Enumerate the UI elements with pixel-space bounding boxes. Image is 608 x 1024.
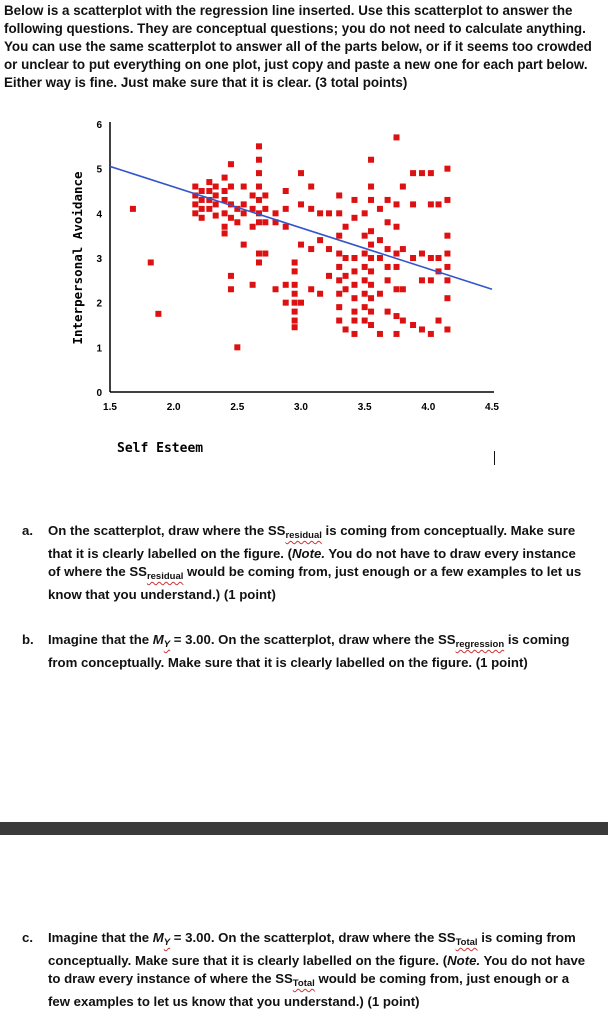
question-a — [22, 522, 588, 604]
text-segment: $SS_{Total}$ — [437, 930, 478, 948]
data-point — [377, 331, 383, 337]
text-segment: $M_Y$ — [152, 930, 171, 948]
data-point — [148, 259, 154, 265]
data-point — [262, 219, 268, 225]
y-tick-label: 4 — [96, 209, 102, 221]
data-point — [377, 255, 383, 261]
data-point — [326, 210, 332, 216]
text-segment: On the scatterplot, draw where the — [48, 523, 268, 538]
data-point — [283, 300, 289, 306]
subscript: residual — [285, 530, 322, 541]
data-point — [283, 282, 289, 288]
x-tick-label: 1.5 — [103, 402, 117, 413]
data-point — [336, 291, 342, 297]
data-point — [228, 273, 234, 279]
data-point — [256, 157, 262, 163]
data-point — [428, 331, 434, 337]
data-point — [256, 197, 262, 203]
data-point — [368, 242, 374, 248]
subscript: residual — [146, 571, 184, 582]
data-point — [343, 255, 349, 261]
x-axis-label: Self Esteem — [117, 441, 204, 456]
data-point — [336, 251, 342, 257]
question-label: c. — [22, 930, 33, 945]
data-point — [394, 251, 400, 257]
data-point — [362, 291, 368, 297]
data-point — [336, 304, 342, 310]
data-point — [283, 206, 289, 212]
data-point — [283, 224, 289, 230]
subscript: Y — [163, 639, 171, 650]
data-point — [394, 134, 400, 140]
question-text — [48, 522, 588, 604]
data-point — [292, 300, 298, 306]
data-point — [428, 277, 434, 283]
data-point — [394, 313, 400, 319]
data-point — [130, 206, 136, 212]
data-point — [428, 255, 434, 261]
data-point — [298, 242, 304, 248]
data-point — [213, 184, 219, 190]
data-point — [192, 184, 198, 190]
data-point — [444, 264, 450, 270]
text-segment: $SS_{residual}$ — [129, 564, 184, 582]
data-point — [292, 291, 298, 297]
x-tick-label: 4.5 — [485, 402, 499, 413]
text-segment: Note. — [292, 546, 325, 561]
data-point — [394, 201, 400, 207]
data-point — [351, 255, 357, 261]
data-point — [250, 282, 256, 288]
data-point — [351, 318, 357, 324]
data-point — [385, 197, 391, 203]
data-point — [292, 259, 298, 265]
data-point — [308, 246, 314, 252]
data-point — [228, 286, 234, 292]
text-segment: would be coming from, just enough or a few examples to let us know that you understand.) (1 point) — [48, 564, 582, 602]
data-point — [199, 215, 205, 221]
data-point — [419, 170, 425, 176]
data-point — [241, 184, 247, 190]
data-point — [336, 264, 342, 270]
data-point — [213, 192, 219, 198]
data-point — [400, 184, 406, 190]
data-point — [308, 206, 314, 212]
data-point — [336, 192, 342, 198]
page-divider-bar — [0, 822, 608, 835]
data-point — [213, 201, 219, 207]
x-tick-label: 3.0 — [294, 402, 308, 413]
data-point — [385, 277, 391, 283]
data-point — [368, 309, 374, 315]
data-point — [206, 206, 212, 212]
y-tick-label: 1 — [96, 343, 102, 355]
subscript: Total — [455, 937, 478, 948]
data-point — [317, 237, 323, 243]
data-point — [351, 282, 357, 288]
x-tick-label: 2.5 — [230, 402, 245, 413]
data-point — [444, 251, 450, 257]
question-b — [22, 631, 588, 672]
data-point — [250, 192, 256, 198]
data-point — [410, 255, 416, 261]
data-point — [292, 282, 298, 288]
data-point — [394, 286, 400, 292]
data-point — [206, 188, 212, 194]
question-label: b. — [22, 632, 34, 647]
text-segment: would be coming from, just enough or a few examples to let us know that you understand.) (1 point) — [48, 971, 570, 1009]
scatterplot — [60, 112, 510, 462]
data-point — [256, 143, 262, 149]
data-point — [336, 277, 342, 283]
text-segment: You do not have to draw every instance of where the — [48, 953, 586, 986]
data-point — [368, 255, 374, 261]
data-point — [362, 210, 368, 216]
data-point — [317, 291, 323, 297]
data-point — [436, 255, 442, 261]
data-point — [192, 210, 198, 216]
data-point — [199, 188, 205, 194]
data-point — [419, 277, 425, 283]
data-point — [234, 219, 240, 225]
data-point — [428, 170, 434, 176]
data-point — [400, 286, 406, 292]
data-point — [394, 224, 400, 230]
data-point — [273, 210, 279, 216]
question-text — [48, 929, 588, 1011]
data-point — [362, 304, 368, 310]
instructions-paragraph: Below is a scatterplot with the regression line inserted. Use this scatterplot to answer the following questions. They are conceptual questions; you do not need to calculate anything. You can use the same scatterplot to answer all of the parts below, or if it seems too crowded or unclear to put everything on one plot, just copy and paste a new one for each part below. Either way is fine. Just make sure that it is clear. (3 total points) — [4, 3, 592, 90]
text-segment: Imagine that the — [48, 930, 153, 945]
data-point — [222, 175, 228, 181]
text-segment: $M_Y$ — [152, 632, 171, 650]
data-point — [385, 264, 391, 270]
data-point — [308, 286, 314, 292]
x-tick-label: 2.0 — [166, 402, 181, 413]
text-segment: is coming from conceptually. Make sure that it is clearly labelled on the figure. ( — [48, 523, 576, 561]
data-point — [308, 184, 314, 190]
data-point — [394, 331, 400, 337]
data-point — [199, 206, 205, 212]
data-point — [298, 201, 304, 207]
data-point — [273, 286, 279, 292]
data-point — [292, 318, 298, 324]
data-point — [368, 322, 374, 328]
data-point — [336, 210, 342, 216]
data-point — [444, 197, 450, 203]
data-point — [362, 264, 368, 270]
y-axis-label: Interpersonal Avoidance — [70, 171, 85, 345]
subscript: Y — [163, 937, 171, 948]
data-point — [222, 210, 228, 216]
data-point — [292, 309, 298, 315]
data-point — [377, 237, 383, 243]
question-label: a. — [22, 523, 33, 538]
data-point — [228, 215, 234, 221]
data-point — [362, 277, 368, 283]
subscript: Total — [292, 978, 315, 989]
data-point — [351, 309, 357, 315]
data-point — [326, 246, 332, 252]
y-tick-label: 2 — [96, 298, 102, 310]
data-point — [444, 326, 450, 332]
data-point — [351, 295, 357, 301]
text-segment: $SS_{Total}$ — [275, 971, 315, 989]
data-point — [317, 210, 323, 216]
data-point — [228, 184, 234, 190]
data-point — [241, 201, 247, 207]
text-segment: is coming from conceptually. Make sure that it is clearly labelled on the figure. (1 point) — [48, 632, 570, 670]
data-point — [228, 161, 234, 167]
data-point — [368, 197, 374, 203]
data-point — [222, 224, 228, 230]
text-segment: Imagine that the — [48, 632, 153, 647]
data-point — [385, 309, 391, 315]
data-point — [362, 318, 368, 324]
data-point — [419, 251, 425, 257]
text-segment: $SS_{regression}$ — [437, 632, 505, 650]
data-point — [351, 215, 357, 221]
data-point — [262, 251, 268, 257]
data-point — [256, 219, 262, 225]
data-point — [436, 201, 442, 207]
data-point — [213, 213, 219, 219]
subscript: regression — [455, 639, 505, 650]
y-tick-label: 5 — [96, 164, 102, 176]
data-point — [377, 206, 383, 212]
data-point — [444, 277, 450, 283]
data-point — [351, 331, 357, 337]
regression-line — [110, 166, 492, 289]
data-point — [155, 311, 161, 317]
data-point — [343, 286, 349, 292]
data-point — [256, 259, 262, 265]
data-point — [241, 242, 247, 248]
data-point — [394, 264, 400, 270]
data-point — [326, 273, 332, 279]
data-point — [206, 179, 212, 185]
data-point — [199, 197, 205, 203]
data-point — [351, 197, 357, 203]
data-point — [385, 219, 391, 225]
data-point — [283, 188, 289, 194]
data-point — [368, 157, 374, 163]
text-segment: = 3.00. On the scatterplot, draw where the — [170, 632, 438, 647]
data-point — [292, 268, 298, 274]
text-segment: You do not have to draw every instance of where the — [48, 546, 576, 579]
data-point — [256, 251, 262, 257]
data-point — [436, 318, 442, 324]
data-point — [343, 224, 349, 230]
text-segment: $SS_{residual}$ — [267, 523, 322, 541]
data-point — [444, 295, 450, 301]
y-tick-label: 0 — [96, 388, 102, 399]
text-segment: Note. — [447, 953, 481, 968]
data-point — [250, 224, 256, 230]
data-point — [385, 246, 391, 252]
data-point — [343, 273, 349, 279]
data-point — [368, 268, 374, 274]
data-point — [444, 233, 450, 239]
data-point — [368, 228, 374, 234]
question-c — [22, 929, 588, 1011]
data-point — [400, 318, 406, 324]
y-tick-label: 3 — [96, 254, 102, 265]
text-segment: is coming from conceptually. Make sure that it is clearly labelled on the figure. ( — [48, 930, 576, 968]
data-point — [234, 344, 240, 350]
data-point — [419, 326, 425, 332]
data-point — [351, 268, 357, 274]
data-point — [410, 170, 416, 176]
data-point — [400, 246, 406, 252]
data-point — [444, 166, 450, 172]
x-tick-label: 3.5 — [357, 402, 372, 413]
data-point — [343, 326, 349, 332]
data-point — [368, 295, 374, 301]
question-text — [48, 631, 588, 672]
data-point — [241, 210, 247, 216]
data-point — [292, 324, 298, 330]
data-point — [377, 291, 383, 297]
data-point — [262, 206, 268, 212]
data-point — [410, 201, 416, 207]
data-point — [410, 322, 416, 328]
text-cursor — [494, 451, 495, 465]
data-point — [336, 318, 342, 324]
data-point — [362, 233, 368, 239]
text-segment: = 3.00. On the scatterplot, draw where the — [170, 930, 438, 945]
data-point — [222, 230, 228, 236]
data-point — [256, 170, 262, 176]
data-point — [368, 282, 374, 288]
data-point — [368, 184, 374, 190]
data-point — [298, 300, 304, 306]
data-point — [222, 188, 228, 194]
data-point — [428, 201, 434, 207]
x-tick-label: 4.0 — [421, 402, 436, 413]
y-tick-label: 6 — [96, 120, 102, 131]
data-point — [336, 233, 342, 239]
data-point — [298, 170, 304, 176]
data-point — [362, 251, 368, 257]
data-point — [256, 184, 262, 190]
data-point — [262, 192, 268, 198]
data-point — [192, 201, 198, 207]
